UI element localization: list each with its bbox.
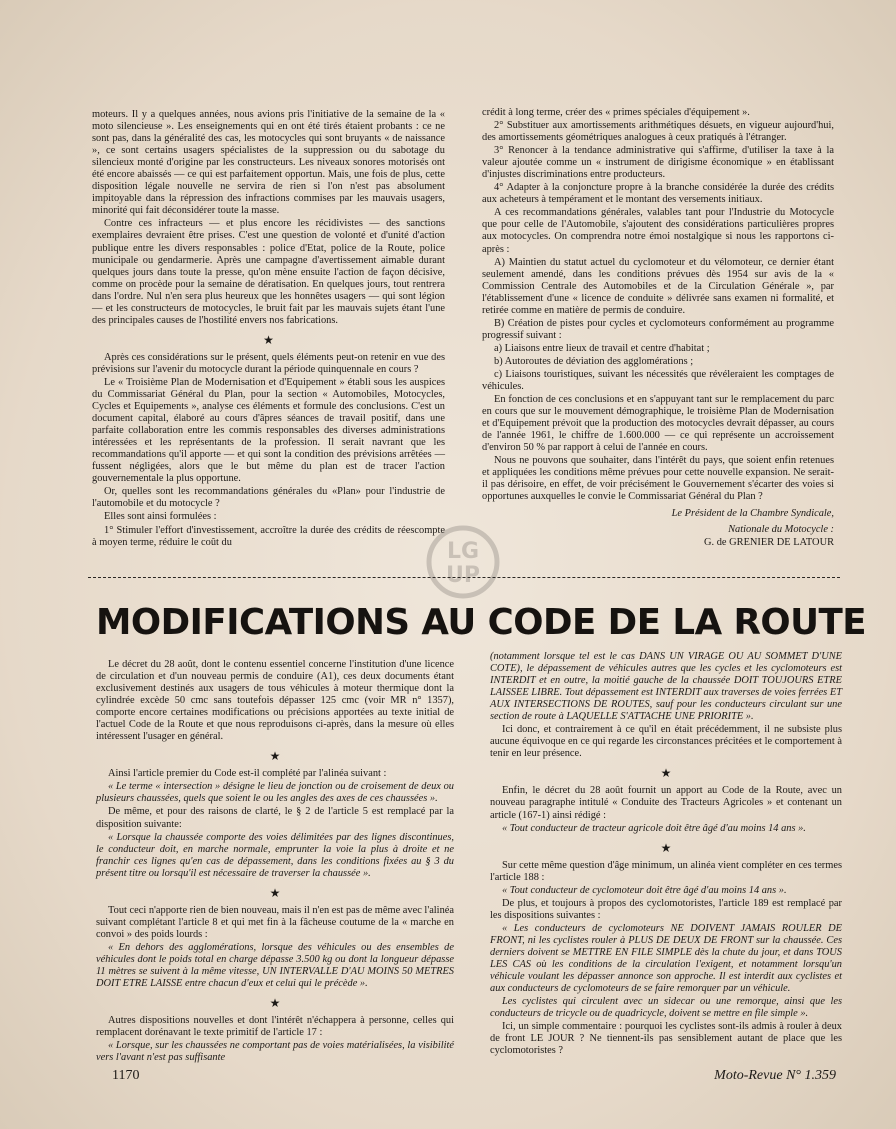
star-separator: ★ [269, 996, 281, 1011]
quoted-text: « Le terme « intersection » désigne le lieu de jonction ou de croisement de deux ou plusieurs chaussées, quels que soient le ou les angles des axes de ces chaussées ». [96, 781, 454, 805]
paragraph: moteurs. Il y a quelques années, nous avions pris l'initiative de la semaine de la « moto silencieuse ». Les enseignements qui en ont été tirés étaient probants : ce ne sont pas, dans la généralité des cas, les motocycles qui sont bruyants « de naissance », ce sont certains usagers spécialistes de la suppression ou du sabotage du silencieux monté d'origine par les constructeurs. Les niveaux sonores motorisés ont été encore abaissés — ce qui est parfaitement opportun. Mais, une fois de plus, cette disposition légale nouvelle ne servira de rien si l'on n'est pas absolument impitoyable dans la répression des infractions commises par les mauvais usagers, minorité qui fait déconsidérer toute la masse. [92, 109, 445, 217]
paragraph: 3° Renoncer à la tendance administrative qui s'affirme, d'utiliser la taxe à la valeur ajoutée comme un « instrument de dirigisme économique » en établissant d'injustes discriminations entre producteurs. [482, 145, 834, 181]
paragraph: Sur cette même question d'âge minimum, un alinéa vient compléter en ces termes l'article 188 : [490, 859, 842, 883]
star-separator: ★ [269, 885, 281, 900]
paragraph: Contre ces infracteurs — et plus encore les récidivistes — des sanctions exemplaires devraient être prises. C'est une question de volonté et d'unité d'action publique entre les divers responsables : police d'Etat, police de la Route, police municipale ou gendarmerie. Après une campagne d'avertissement aimable durant quelques jours dans toute la presse, qu'on mène ensuite l'action de façon décisive, comme on procède pour la semaine de dératisation. En quelques jours, tout rentrera dans l'ordre. Nul n'en sera plus heureux que les honnêtes usagers — qui sont légion — et les constructeurs de motocycles, le bruit fait par les mauvais sujets étant l'une des principales causes de l'hostilité envers nos fabrications. [92, 218, 445, 326]
paragraph: Enfin, le décret du 28 août fournit un apport au Code de la Route, avec un nouveau paragraphe intitulé « Conduite des Tracteurs Agricoles » et contenant un article (167-1) ainsi rédigé : [490, 785, 842, 821]
paragraph: B) Création de pistes pour cycles et cyclomoteurs conformément au programme progressif suivant : [482, 317, 834, 341]
upper-right-column [482, 107, 834, 549]
star-separator: ★ [263, 332, 274, 347]
list-item: b) Autoroutes de déviation des agglomérations ; [494, 355, 694, 367]
paragraph: En fonction de ces conclusions et en s'appuyant tant sur le remplacement du parc en cours que sur le mouvement démographique, le troisième Plan de Modernisation et d'Equipement prévoit que la production des motocycles devrait dépasser, au cours de l'année 1961, le chiffre de 1.600.000 — ce qui représente un accroissement d'environ 50 % par rapport à celui de l'année en cours. [482, 394, 834, 454]
star-separator: ★ [660, 840, 672, 855]
paragraph: 4° Adapter à la conjoncture propre à la branche considérée la durée des crédits aux acheteurs à tempérament et le montant des versements initiaux. [482, 182, 834, 206]
paragraph: Ainsi l'article premier du Code est-il complété par l'alinéa suivant : [108, 768, 387, 780]
lower-right-column [490, 651, 842, 1058]
star-separator: ★ [269, 749, 281, 764]
section-divider [88, 577, 840, 578]
paragraph: Tout ceci n'apporte rien de bien nouveau, mais il n'en est pas de même avec l'alinéa suivant complétant l'article 8 et qui met fin à la fâcheuse coutume de la « marche en convoi » des poids lourds : [96, 904, 454, 940]
quoted-text: (notamment lorsque tel est le cas DANS UN VIRAGE OU AU SOMMET D'UNE COTE), le dépassement de véhicules autres que les cycles et les cyclomoteurs est INTERDIT et en outre, la moitié gauche de la chaussée DOIT TOUJOURS ETRE LAISSEE LIBRE. Tout dépassement est INTERDIT aux traverses de voies ferrées ET AUX INTERSECTIONS DE ROUTES, sauf pour les conducteurs circulant sur une section de route à LAQUELLE S'ATTACHE UNE PRIORITE ». [490, 651, 842, 723]
quoted-text: « En dehors des agglomérations, lorsque des véhicules ou des ensembles de véhicules dont le poids total en charge dépasse 3.500 kg ou dont la longueur dépasse 11 mètres se suivent à la même vitesse, UN INTERVALLE D'AU MOINS 50 METRES DOIT ETRE LAISSE entre chacun d'eux et celui qui le précède ». [96, 941, 454, 990]
paragraph: crédit à long terme, créer des « primes spéciales d'équipement ». [482, 107, 750, 118]
paragraph: Le « Troisième Plan de Modernisation et d'Equipement » établi sous les auspices du Commissariat Général du Plan, pour la section « Automobiles, Motocycles, Cycles et Equipements », analyse ces éléments et formule des conclusions. C'est un document capital, élaboré au cours d'âpres séances de travail positif, dans une parfaite collaboration entre les commis responsables des diverses administrations intéressées et les représentants de la profession. Il serait navrant que les recommandations qu'il apporte — et qui sont la condition des prévisions arrêtées — fussent négligées, alors que le but même du plan est de tracer l'action gouvernementale la plus opportune. [92, 376, 445, 485]
quoted-text: « Tout conducteur de cyclomoteur doit être âgé d'au moins 14 ans ». [502, 884, 787, 896]
upper-left-column [92, 109, 445, 550]
page-number: 1170 [112, 1068, 140, 1083]
paragraph: Autres dispositions nouvelles et dont l'intérêt n'échappera à personne, celles qui remplacent dorénavant le texte primitif de l'article 17 : [96, 1015, 454, 1039]
paragraph: Nous ne pouvons que souhaiter, dans l'intérêt du pays, que soient enfin retenues et appliquées les conditions même prévues pour cette nouvelle expansion. Ne serait-il pas dérisoire, en effet, de voir précisément le Gouvernement s'écarter des voies si opportunes auxquelles le convie le Commissariat Général du Plan ? [482, 455, 834, 503]
paragraph: Ici, un simple commentaire : pourquoi les cyclistes sont-ils admis à rouler à deux de front LE JOUR ? Ne tiennent-ils pas sensiblement autant de place que les cyclomotoristes ? [490, 1021, 842, 1057]
paragraph: 2° Substituer aux amortissements arithmétiques désuets, en vigueur aujourd'hui, des amortissements géométriques analogues à ceux pratiqués à l'étranger. [482, 120, 834, 144]
paragraph: 1° Stimuler l'effort d'investissement, accroître la durée des crédits de réescompte à moyen terme, réduire le coût du [92, 524, 445, 548]
watermark-text-top: LG [446, 539, 480, 564]
paragraph: A ces recommandations générales, valables tant pour l'Industrie du Motocycle que pour celle de l'Automobile, s'ajoutent des considérations particulières propres aux motocycles. On comprendra notre émoi nostalgique si nous les rapportons ci-après : [482, 207, 834, 255]
paragraph: Après ces considérations sur le présent, quels éléments peut-on retenir en vue des prévisions sur l'avenir du motocycle durant la période quinquennale en cours ? [92, 351, 445, 375]
paragraph: Elles sont ainsi formulées : [104, 511, 217, 523]
quoted-text: « Les conducteurs de cyclomoteurs NE DOIVENT JAMAIS ROULER DE FRONT, ni les cyclistes rouler à PLUS DE DEUX DE FRONT sur la chaussée. Ces derniers doivent se METTRE EN FILE SIMPLE dès la chute du jour, et dans TOUS LES CAS où les conditions de la circulation l'exigent, et notamment lorsqu'un véhicule voulant les dépasser annonce son approche. Il est interdit aux cyclistes et aux conducteurs de cyclomoteurs de se faire remorquer par un véhicule. [490, 922, 842, 995]
quoted-text: « Lorsque, sur les chaussées ne comportant pas de voies matérialisées, la visibilité vers l'avant n'est pas suffisante [96, 1040, 454, 1064]
signature-name: G. de GRENIER DE LATOUR [704, 536, 834, 548]
paragraph: A) Maintien du statut actuel du cyclomoteur et du vélomoteur, ce dernier étant seulement amendé, dans les conditions prévues dès 1954 sur avis de la « Commission Centrale des Automobiles et de la Circulation Générale », par l'établissement d'une « licence de conduite » délivrée sans examen ni formalité, et retirée comme en matière de permis de conduire. [482, 256, 834, 316]
paragraph: De plus, et toujours à propos des cyclomotoristes, l'article 189 est remplacé par les dispositions suivantes : [490, 897, 842, 921]
paragraph: De même, et pour des raisons de clarté, le § 2 de l'article 5 est remplacé par la disposition suivante: [96, 806, 454, 830]
star-separator: ★ [660, 766, 672, 781]
magazine-issue: Moto-Revue N° 1.359 [714, 1068, 836, 1083]
quoted-text: « Tout conducteur de tracteur agricole doit être âgé d'au moins 14 ans ». [502, 822, 806, 834]
signature-title: Le Président de la Chambre Syndicale, [671, 507, 834, 519]
quoted-text: « Lorsque la chaussée comporte des voies délimitées par des lignes discontinues, le conducteur doit, en marche normale, emprunter la voie la plus à droite et ne franchir ces lignes qu'en cas de dépassement, dans les conditions fixées au § 3 du présent titre ou lorsqu'il est nécessaire de traverser la chaussée ». [96, 831, 454, 879]
watermark-text-bottom: UP [446, 563, 480, 588]
paragraph: Or, quelles sont les recommandations générales du «Plan» pour l'industrie de l'automobile et du motocycle ? [92, 486, 445, 510]
list-item: c) Liaisons touristiques, suivant les nécessités que révéleraient les comptages de véhicules. [482, 368, 834, 393]
lower-left-column [96, 659, 454, 1065]
paragraph: Ici donc, et contrairement à ce qu'il en était précédemment, il ne subsiste plus aucune équivoque en ce qui regarde les circonstances précitées et le comportement à tenir en leur présence. [490, 724, 842, 760]
paragraph: Le décret du 28 août, dont le contenu essentiel concerne l'institution d'une licence de circulation et d'un nouveau permis de conduire (A1), ces deux documents étant exclusivement destinés aux usagers de tous véhicules à moteur thermique dont la cylindrée excède 50 cmc sans toutefois dépasser 125 cmc (voir MR n° 1357), comporte encore certaines modifications ou précisions apportées au texte initial de l'actuel Code de la Route et que nous reproduisons ci-après, dans la mesure où elles intéressent l'usager en général. [96, 659, 454, 743]
article-headline: MODIFICATIONS AU CODE DE LA ROUTE [96, 602, 867, 643]
quoted-text: Les cyclistes qui circulent avec un sidecar ou une remorque, ainsi que les conducteurs de tricycle ou de quadricycle, doivent se mettre en file simple ». [490, 996, 842, 1020]
list-item: a) Liaisons entre lieux de travail et centre d'habitat ; [494, 342, 710, 354]
signature-title: Nationale du Motocycle : [728, 523, 834, 535]
